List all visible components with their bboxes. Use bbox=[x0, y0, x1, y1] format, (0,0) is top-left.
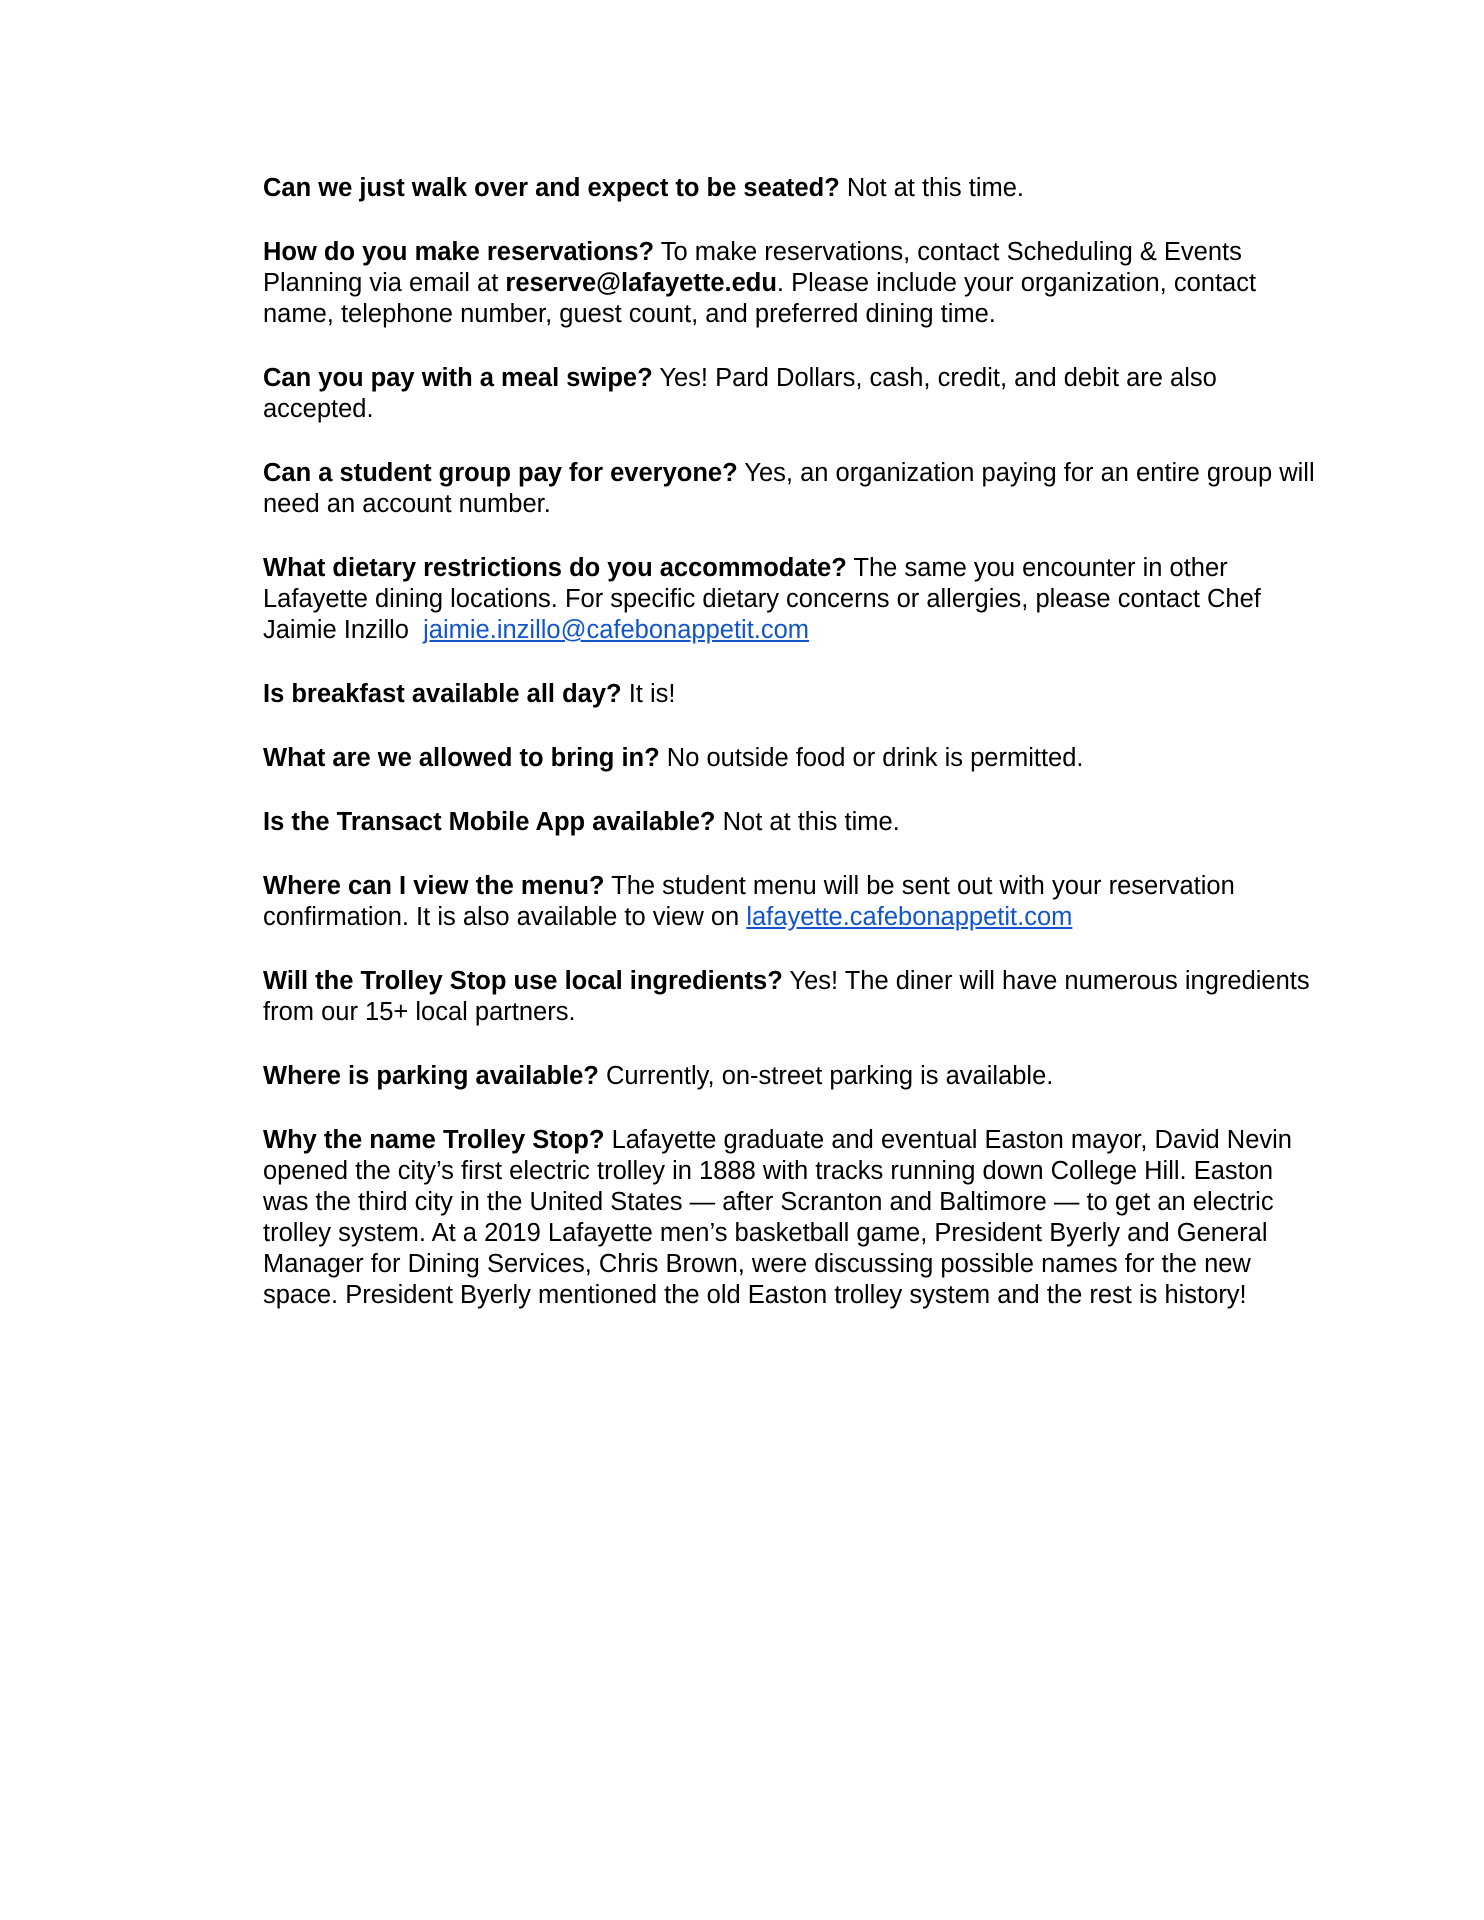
faq-item-parking bbox=[263, 1061, 1323, 1092]
faq-item-menu bbox=[263, 871, 1323, 933]
faq-item-outside-food bbox=[263, 743, 1323, 774]
faq-item-group-payment bbox=[263, 458, 1323, 520]
faq-question: Can we just walk over and expect to be seated? bbox=[263, 174, 840, 202]
chef-email-link[interactable]: jaimie.inzillo@cafebonappetit.com bbox=[423, 616, 810, 644]
faq-answer: Not at this time. bbox=[722, 808, 900, 836]
faq-item-meal-swipe bbox=[263, 363, 1323, 425]
faq-answer: The same you encounter in other Lafayette dining locations. For specific dietary concerns or allergies, please contact Chef Jaimie Inzillo bbox=[263, 554, 1261, 644]
faq-answer: Not at this time. bbox=[846, 174, 1025, 202]
faq-answer: Currently, on-street parking is available. bbox=[605, 1062, 1054, 1090]
faq-question: Is the Transact Mobile App available? bbox=[263, 808, 716, 836]
faq-question: What are we allowed to bring in? bbox=[263, 744, 660, 772]
faq-item-reservations bbox=[263, 237, 1323, 330]
faq-item-mobile-app bbox=[263, 807, 1323, 838]
faq-question: Where is parking available? bbox=[263, 1062, 599, 1090]
faq-answer: Yes! Pard Dollars, cash, credit, and debit are also accepted. bbox=[263, 364, 1217, 423]
faq-document bbox=[263, 173, 1323, 1344]
faq-answer: It is! bbox=[628, 680, 676, 708]
faq-question: Where can I view the menu? bbox=[263, 872, 605, 900]
faq-answer: No outside food or drink is permitted. bbox=[666, 744, 1084, 772]
faq-question: Can a student group pay for everyone? bbox=[263, 459, 738, 487]
faq-answer: The student menu will be sent out with your reservation confirmation. It is also available to view on bbox=[263, 872, 1235, 931]
faq-question: Can you pay with a meal swipe? bbox=[263, 364, 653, 392]
faq-question: How do you make reservations? bbox=[263, 238, 655, 266]
faq-question: Will the Trolley Stop use local ingredients? bbox=[263, 967, 783, 995]
faq-item-name-origin bbox=[263, 1125, 1323, 1311]
faq-item-dietary bbox=[263, 553, 1323, 646]
faq-item-local-ingredients bbox=[263, 966, 1323, 1028]
faq-answer-continued: . Please include your organization, contact name, telephone number, guest count, and preferred dining time. bbox=[263, 269, 1257, 328]
reservation-email: reserve@lafayette.edu bbox=[505, 269, 777, 297]
faq-answer: Yes! The diner will have numerous ingredients from our 15+ local partners. bbox=[263, 967, 1310, 1026]
faq-answer: Yes, an organization paying for an entire group will need an account number. bbox=[263, 459, 1315, 518]
faq-answer: To make reservations, contact Scheduling & Events Planning via email at bbox=[263, 238, 1242, 297]
faq-question: Why the name Trolley Stop? bbox=[263, 1126, 605, 1154]
faq-question: Is breakfast available all day? bbox=[263, 680, 622, 708]
faq-answer: Lafayette graduate and eventual Easton mayor, David Nevin opened the city’s first electric trolley in 1888 with tracks running down College Hill. Easton was the third city in the United States — after Scranton and Baltimore — to get an electric trolley system. At a 2019 Lafayette men’s basketball game, President Byerly and General Manager for Dining Services, Chris Brown, were discussing possible names for the new space. President Byerly mentioned the old Easton trolley system and the rest is history! bbox=[263, 1126, 1292, 1309]
faq-question: What dietary restrictions do you accommodate? bbox=[263, 554, 847, 582]
menu-website-link[interactable]: lafayette.cafebonappetit.com bbox=[746, 903, 1073, 931]
faq-item-walk-in bbox=[263, 173, 1323, 204]
faq-item-breakfast bbox=[263, 679, 1323, 710]
